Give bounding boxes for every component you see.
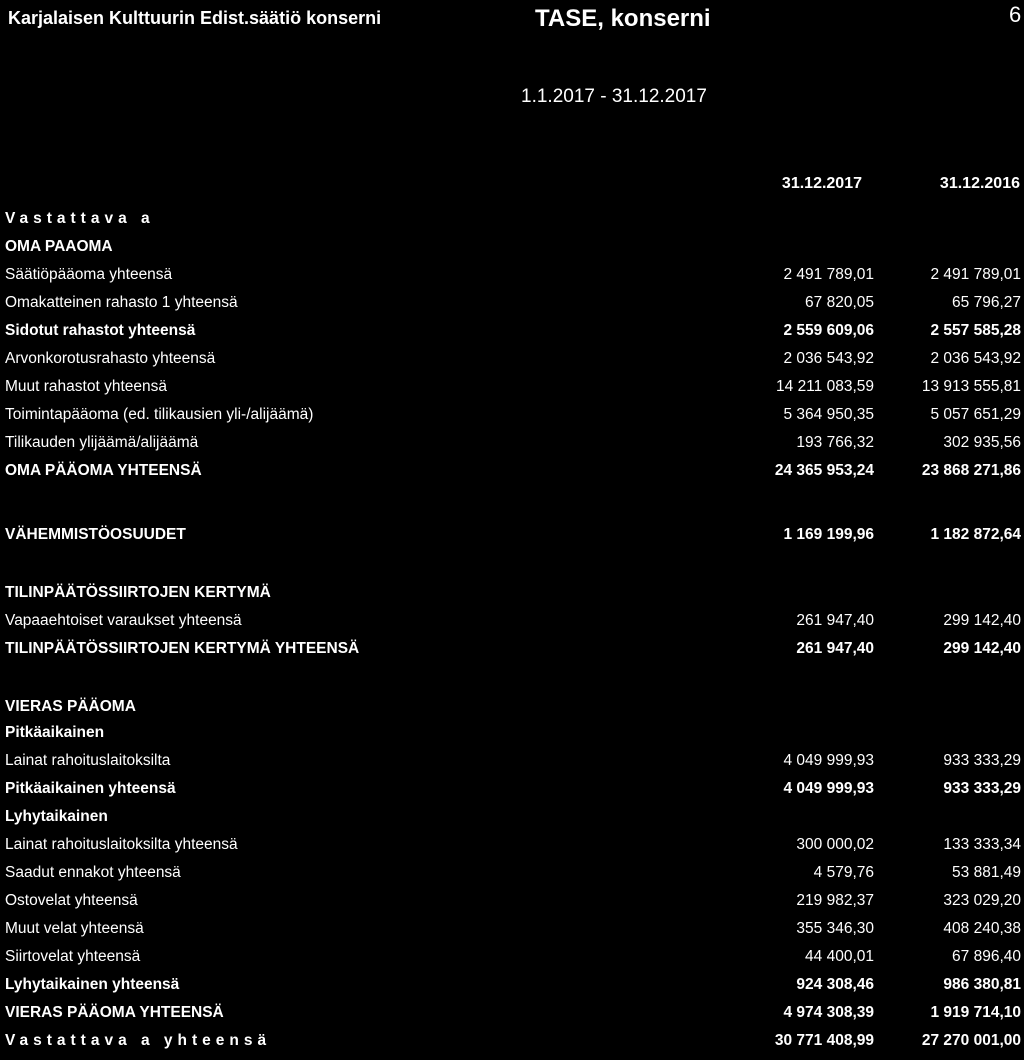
value-previous: 65 796,27 (952, 294, 1021, 311)
value-current: 924 308,46 (796, 976, 874, 993)
row-label: Lyhytaikainen (5, 808, 108, 825)
table-row (0, 836, 1024, 862)
row-label: Lyhytaikainen yhteensä (5, 976, 180, 993)
row-label: Säätiöpääoma yhteensä (5, 266, 173, 283)
row-label: OMA PAAOMA (5, 238, 113, 255)
row-label: OMA PÄÄOMA YHTEENSÄ (5, 462, 202, 479)
table-row (0, 724, 1024, 750)
value-previous: 933 333,29 (943, 752, 1021, 769)
value-previous: 299 142,40 (943, 612, 1021, 629)
period-range: 1.1.2017 - 31.12.2017 (521, 86, 707, 107)
value-previous: 13 913 555,81 (921, 378, 1021, 395)
row-label: Omakatteinen rahasto 1 yhteensä (5, 294, 238, 311)
value-current: 4 579,76 (813, 864, 874, 881)
value-previous: 2 557 585,28 (930, 322, 1021, 339)
value-current: 2 559 609,06 (783, 322, 874, 339)
table-row (0, 378, 1024, 404)
table-row (0, 948, 1024, 974)
row-label: Pitkäaikainen (5, 724, 105, 741)
value-current: 14 211 083,59 (776, 378, 874, 395)
table-row (0, 294, 1024, 320)
table-row (0, 584, 1024, 610)
table-row (0, 210, 1024, 236)
value-previous: 299 142,40 (943, 640, 1021, 657)
value-previous: 53 881,49 (952, 864, 1021, 881)
table-row (0, 920, 1024, 946)
value-current: 24 365 953,24 (774, 462, 874, 479)
table-row (0, 892, 1024, 918)
table-row (0, 1004, 1024, 1030)
row-label: Vastattava a (5, 210, 155, 227)
row-label: Lainat rahoituslaitoksilta (5, 752, 171, 769)
row-label: Pitkäaikainen yhteensä (5, 780, 176, 797)
value-current: 355 346,30 (796, 920, 874, 937)
table-row (0, 864, 1024, 890)
value-previous: 2 036 543,92 (930, 350, 1021, 367)
row-label: Muut velat yhteensä (5, 920, 144, 937)
table-row (0, 350, 1024, 376)
row-label: Ostovelat yhteensä (5, 892, 138, 909)
row-label: Arvonkorotusrahasto yhteensä (5, 350, 216, 367)
row-label: Toimintapääoma (ed. tilikausien yli-/alijäämä) (5, 406, 314, 423)
value-current: 219 982,37 (796, 892, 874, 909)
table-row (0, 266, 1024, 292)
table-row (0, 322, 1024, 348)
value-previous: 1 919 714,10 (930, 1004, 1021, 1021)
row-label: VIERAS PÄÄOMA (5, 698, 136, 715)
column-header-current: 31.12.2017 (781, 175, 862, 192)
value-previous: 2 491 789,01 (930, 266, 1021, 283)
row-label: TILINPÄÄTÖSSIIRTOJEN KERTYMÄ (5, 584, 271, 601)
value-previous: 408 240,38 (943, 920, 1021, 937)
row-label: Vapaaehtoiset varaukset yhteensä (5, 612, 242, 629)
value-current: 2 036 543,92 (783, 350, 874, 367)
table-row (0, 434, 1024, 460)
value-previous: 133 333,34 (943, 836, 1021, 853)
value-current: 67 820,05 (805, 294, 874, 311)
value-current: 300 000,02 (796, 836, 874, 853)
table-row (0, 1032, 1024, 1058)
value-current: 193 766,32 (796, 434, 874, 451)
value-current: 261 947,40 (796, 640, 874, 657)
value-current: 4 974 308,39 (783, 1004, 874, 1021)
table-row (0, 976, 1024, 1002)
row-label: Lainat rahoituslaitoksilta yhteensä (5, 836, 238, 853)
value-previous: 323 029,20 (943, 892, 1021, 909)
value-previous: 23 868 271,86 (921, 462, 1021, 479)
value-current: 30 771 408,99 (774, 1032, 874, 1049)
row-label: Sidotut rahastot yhteensä (5, 322, 196, 339)
table-row (0, 780, 1024, 806)
row-label: Saadut ennakot yhteensä (5, 864, 181, 881)
value-previous: 986 380,81 (943, 976, 1021, 993)
table-row (0, 406, 1024, 432)
value-current: 4 049 999,93 (783, 752, 874, 769)
value-current: 4 049 999,93 (783, 780, 874, 797)
value-previous: 1 182 872,64 (930, 526, 1021, 543)
table-row (0, 238, 1024, 264)
row-label: VÄHEMMISTÖOSUUDET (5, 526, 186, 543)
row-label: Vastattava a yhteensä (5, 1032, 272, 1049)
row-label: TILINPÄÄTÖSSIIRTOJEN KERTYMÄ YHTEENSÄ (5, 640, 360, 657)
table-row (0, 752, 1024, 778)
value-previous: 67 896,40 (952, 948, 1021, 965)
value-previous: 302 935,56 (943, 434, 1021, 451)
value-previous: 933 333,29 (943, 780, 1021, 797)
row-label: Tilikauden ylijäämä/alijäämä (5, 434, 199, 451)
row-label: Muut rahastot yhteensä (5, 378, 167, 395)
table-row (0, 698, 1024, 724)
table-row (0, 612, 1024, 638)
page-number: 6 (1009, 2, 1022, 27)
table-row (0, 640, 1024, 666)
table-row (0, 526, 1024, 552)
page-title: TASE, konserni (535, 5, 711, 32)
value-current: 5 364 950,35 (783, 406, 874, 423)
table-row (0, 808, 1024, 834)
row-label: VIERAS PÄÄOMA YHTEENSÄ (5, 1004, 224, 1021)
value-previous: 27 270 001,00 (921, 1032, 1021, 1049)
value-current: 2 491 789,01 (783, 266, 874, 283)
value-current: 1 169 199,96 (783, 526, 874, 543)
organization-name: Karjalaisen Kulttuurin Edist.säätiö konserni (8, 8, 382, 28)
value-current: 44 400,01 (805, 948, 874, 965)
table-row (0, 462, 1024, 488)
column-header-previous: 31.12.2016 (939, 175, 1020, 192)
value-previous: 5 057 651,29 (930, 406, 1021, 423)
value-current: 261 947,40 (796, 612, 874, 629)
row-label: Siirtovelat yhteensä (5, 948, 141, 965)
